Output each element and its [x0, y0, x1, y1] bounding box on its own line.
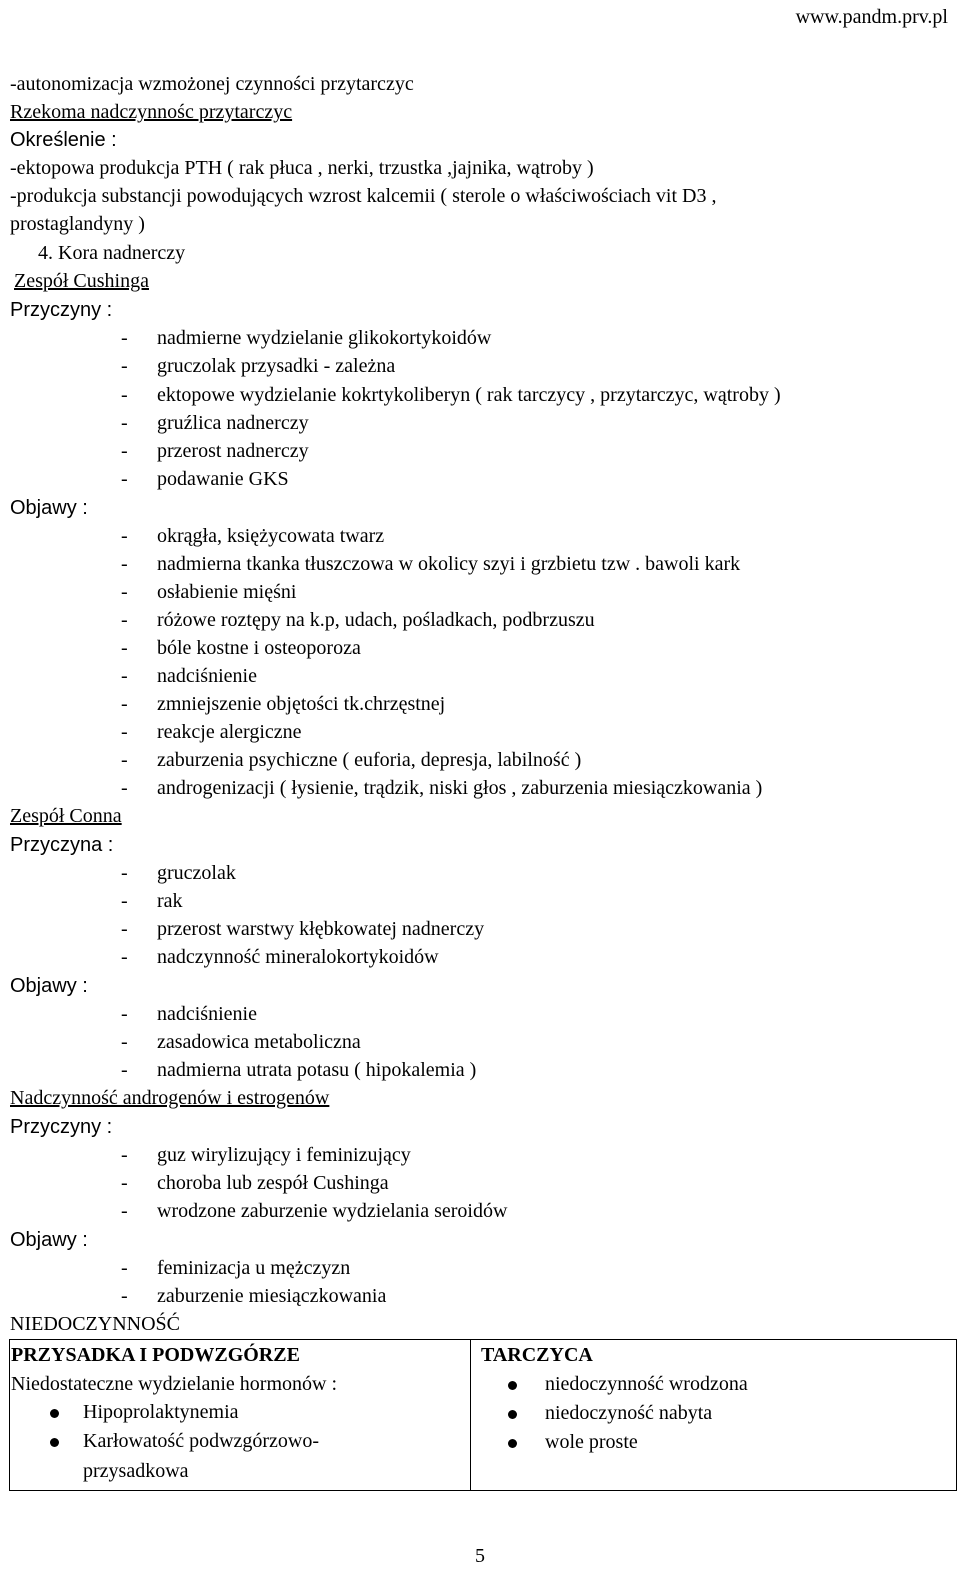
bullet-icon	[508, 1381, 517, 1390]
conn-symptoms-label: Objawy :	[10, 975, 88, 997]
list-item: - nadciśnienie	[121, 1003, 257, 1025]
list-item: - ektopowe wydzielanie kokrtykoliberyn ( rak tarczycy , przytarczyc, wątroby )	[121, 384, 781, 406]
list-item: - androgenizacji ( łysienie, trądzik, niski głos , zaburzenia miesiączkowania )	[121, 777, 763, 799]
list-item: - nadmierne wydzielanie glikokortykoidów	[121, 327, 492, 349]
bullet-icon	[50, 1409, 59, 1418]
conn-title: Zespół Conna	[10, 805, 122, 827]
table-cell-pituitary	[10, 1340, 471, 1491]
list-item: - podawanie GKS	[121, 468, 289, 490]
list-item: - bóle kostne i osteoporoza	[121, 637, 361, 659]
list-item: - gruczolak	[121, 862, 236, 884]
intro-line-6: prostaglandyny )	[10, 213, 145, 235]
bullet-icon	[50, 1438, 59, 1447]
list-item: - nadmierna utrata potasu ( hipokalemia )	[121, 1059, 477, 1081]
list-item: Karłowatość podwzgórzowo-	[10, 1427, 470, 1456]
table-cell-thyroid	[471, 1340, 957, 1491]
list-item: - przerost warstwy kłębkowatej nadnerczy	[121, 918, 485, 940]
list-item: - guz wirylizujący i feminizujący	[121, 1144, 411, 1166]
section-title-pseudo-hyperparathyroidism: Rzekoma nadczynnośc przytarczyc	[10, 101, 293, 123]
list-item: - okrągła, księżycowata twarz	[121, 525, 385, 547]
list-item-continuation: przysadkowa	[83, 1460, 189, 1482]
intro-line-4: -ektopowa produkcja PTH ( rak płuca , nerki, trzustka ,jajnika, wątroby )	[10, 157, 594, 179]
page-number: 5	[475, 1545, 485, 1567]
pituitary-subheader: Niedostateczne wydzielanie hormonów :	[11, 1373, 337, 1395]
list-item: wole proste	[471, 1428, 956, 1457]
intro-line-1: -autonomizacja wzmożonej czynności przytarczyc	[10, 73, 414, 95]
list-item: - zaburzenie miesiączkowania	[121, 1285, 387, 1307]
cushing-causes-label: Przyczyny :	[10, 299, 113, 321]
list-item: - nadczynność mineralokortykoidów	[121, 946, 439, 968]
list-item: - choroba lub zespół Cushinga	[121, 1172, 389, 1194]
definition-label: Określenie :	[10, 129, 117, 151]
list-item: - gruczolak przysadki - zależna	[121, 355, 396, 377]
list-item: - zaburzenia psychiczne ( euforia, depresja, labilność )	[121, 749, 582, 771]
bullet-icon	[508, 1410, 517, 1419]
bullet-icon	[508, 1439, 517, 1448]
list-item: - zmniejszenie objętości tk.chrzęstnej	[121, 693, 446, 715]
section-heading-adrenal-cortex: 4. Kora nadnerczy	[38, 242, 186, 264]
list-item: - nadmierna tkanka tłuszczowa w okolicy szyi i grzbietu tzw . bawoli kark	[121, 553, 741, 575]
list-item: - zasadowica metaboliczna	[121, 1031, 361, 1053]
header-url: www.pandm.prv.pl	[795, 6, 948, 28]
list-item: - nadciśnienie	[121, 665, 257, 687]
conn-causes-label: Przyczyna :	[10, 834, 114, 856]
cushing-symptoms-label: Objawy :	[10, 497, 88, 519]
androgens-title: Nadczynność androgenów i estrogenów	[10, 1087, 330, 1109]
insufficiency-title: NIEDOCZYNNOŚĆ	[10, 1313, 180, 1335]
list-item: - rak	[121, 890, 183, 912]
thyroid-header: TARCZYCA	[481, 1344, 593, 1366]
pituitary-header: PRZYSADKA I PODWZGÓRZE	[11, 1344, 300, 1366]
list-item: Hipoprolaktynemia	[10, 1398, 470, 1427]
pituitary-list	[10, 1398, 470, 1456]
cushing-title: Zespół Cushinga	[14, 270, 149, 292]
list-item: - feminizacja u mężczyzn	[121, 1257, 351, 1279]
androgens-causes-label: Przyczyny :	[10, 1116, 113, 1138]
intro-line-5: -produkcja substancji powodujących wzrost kalcemii ( sterole o właściwościach vit D3 ,	[10, 185, 717, 207]
thyroid-list	[471, 1370, 956, 1457]
list-item: niedoczyność nabyta	[471, 1399, 956, 1428]
list-item: - reakcje alergiczne	[121, 721, 302, 743]
list-item: - wrodzone zaburzenie wydzielania seroidów	[121, 1200, 508, 1222]
insufficiency-table	[9, 1339, 957, 1491]
list-item: - osłabienie mięśni	[121, 581, 297, 603]
list-item: - gruźlica nadnerczy	[121, 412, 309, 434]
androgens-symptoms-label: Objawy :	[10, 1229, 88, 1251]
list-item: - różowe roztępy na k.p, udach, pośladkach, podbrzuszu	[121, 609, 595, 631]
list-item: - przerost nadnerczy	[121, 440, 309, 462]
list-item: niedoczynność wrodzona	[471, 1370, 956, 1399]
